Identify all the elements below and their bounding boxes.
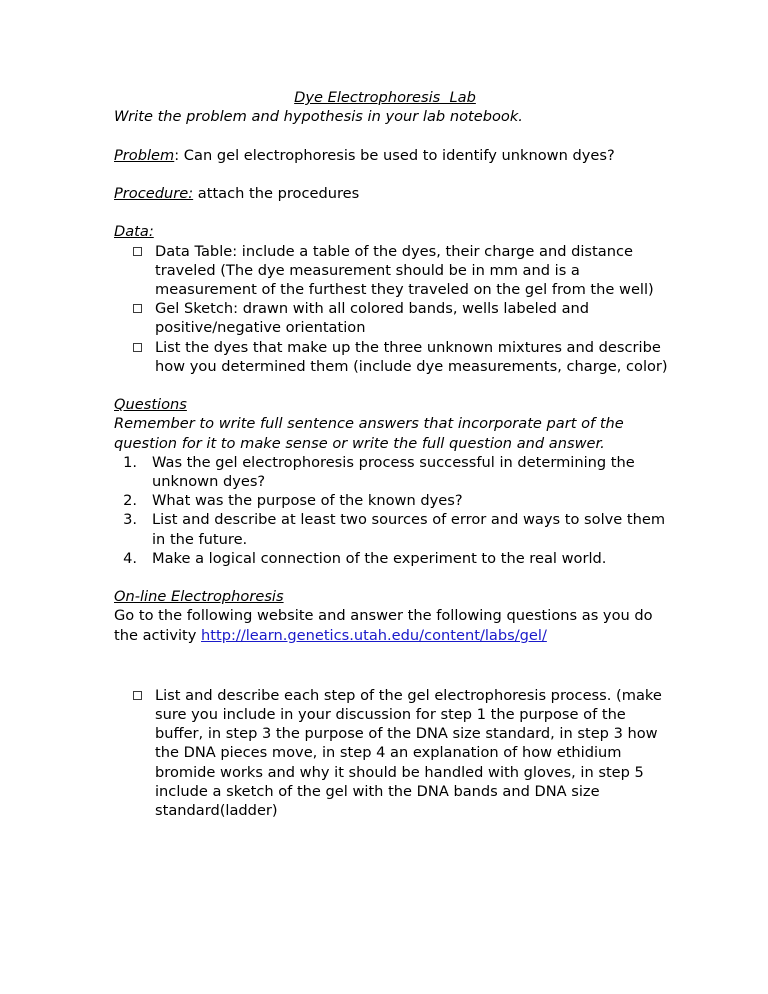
questions-list xyxy=(114,453,670,568)
spacer xyxy=(114,203,670,222)
document-title xyxy=(114,88,670,107)
online-intro-text: Go to the following website and answer the following questions as you do the activity xyxy=(114,607,653,644)
list-item xyxy=(114,491,670,510)
online-list xyxy=(114,686,670,820)
hollow-square-bullet-icon xyxy=(133,247,142,256)
list-item-text: List and describe at least two sources of error and ways to solve them in the future. xyxy=(152,511,666,548)
list-item-text: Gel Sketch: drawn with all colored bands, wells labeled and positive/negative orientation xyxy=(155,300,590,337)
hollow-square-bullet-icon xyxy=(133,691,142,700)
list-item xyxy=(114,453,670,491)
list-item-text: List and describe each step of the gel electrophoresis process. (make sure you include in your discussion for step 1 the purpose of the buffer, in step 3 the purpose of the DNA size standard, in step 3 how the DNA pieces move, in step 4 an explanation of how ethidium bromide works and why it should be handled with gloves, in step 5 include a sketch of the gel with the DNA bands and DNA size standard(ladder) xyxy=(155,686,662,820)
list-item-text: Was the gel electrophoresis process successful in determining the unknown dyes? xyxy=(152,453,635,490)
hollow-square-bullet-icon xyxy=(133,304,142,313)
list-item xyxy=(114,686,670,820)
problem-label: Problem xyxy=(114,146,175,164)
list-item xyxy=(114,549,670,568)
list-item-number xyxy=(114,549,137,568)
list-item-number xyxy=(114,453,137,472)
list-item-number xyxy=(114,491,137,510)
list-item xyxy=(114,242,670,300)
list-item xyxy=(114,299,670,337)
questions-instruction: Remember to write full sentence answers that incorporate part of the question for it to make sense or write the full question and answer. xyxy=(114,415,624,452)
document-title-text: Dye Electrophoresis Lab xyxy=(294,89,476,106)
data-label: Data: xyxy=(114,223,154,241)
questions-heading xyxy=(114,395,670,414)
electrophoresis-activity-link[interactable]: http://learn.genetics.utah.edu/content/labs/gel/ xyxy=(201,626,547,644)
spacer xyxy=(114,667,670,686)
data-heading xyxy=(114,222,670,241)
list-item-text: List the dyes that make up the three unknown mixtures and describe how you determined them (include dye measurements, charge, color) xyxy=(155,338,668,375)
online-heading xyxy=(114,587,670,606)
spacer xyxy=(114,165,670,184)
list-item-text: Data Table: include a table of the dyes, their charge and distance traveled (The dye measurement should be in mm and is a measurement of the furthest they traveled on the gel from the well) xyxy=(155,242,654,298)
procedure-text: attach the procedures xyxy=(193,184,360,202)
online-label: On-line Electrophoresis xyxy=(114,588,284,606)
procedure-line xyxy=(114,184,670,203)
list-item-text: Make a logical connection of the experiment to the real world. xyxy=(152,549,607,567)
hollow-square-bullet-icon xyxy=(133,343,142,352)
data-list xyxy=(114,242,670,376)
list-item xyxy=(114,338,670,376)
problem-line xyxy=(114,146,670,165)
procedure-label: Procedure: xyxy=(114,184,194,202)
document-subtitle: Write the problem and hypothesis in your lab notebook. xyxy=(114,108,523,126)
document-body xyxy=(114,88,670,820)
problem-text: : Can gel electrophoresis be used to identify unknown dyes? xyxy=(174,146,615,164)
list-item xyxy=(114,510,670,548)
spacer xyxy=(114,645,670,667)
online-intro xyxy=(114,606,670,644)
spacer xyxy=(114,376,670,395)
list-item-number xyxy=(114,510,137,529)
spacer xyxy=(114,126,670,145)
spacer xyxy=(114,568,670,587)
list-item-text: What was the purpose of the known dyes? xyxy=(152,492,463,510)
questions-label: Questions xyxy=(114,396,187,414)
